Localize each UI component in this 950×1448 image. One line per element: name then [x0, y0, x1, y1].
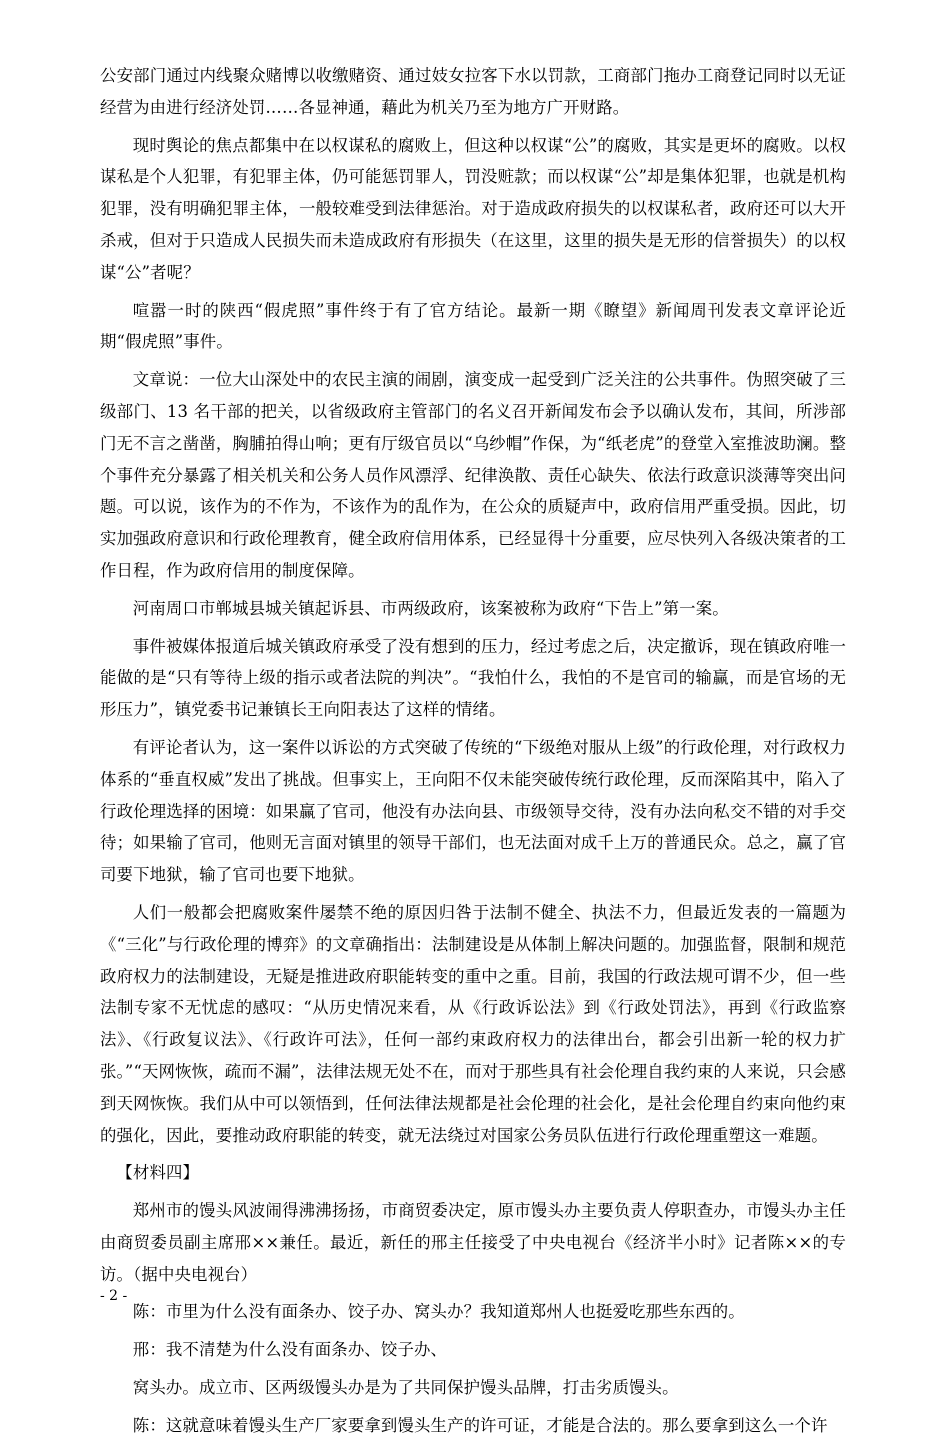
page-number: - 2 - [100, 1288, 128, 1304]
paragraph-4: 文章说：一位大山深处中的农民主演的闹剧，演变成一起受到广泛关注的公共事件。伪照突破了三级部门、13 名干部的把关，以省级政府主管部门的名义召开新闻发布会予以确认发布，其间，所涉部门无不言之凿凿，胸脯拍得山响；更有厅级官员以“乌纱帽”作保，为“纸老虎”的登堂入室推波助澜。整个事件充分暴露了相关机关和公务人员作风漂浮、纪律涣散、责任心缺失、依法行政意识淡薄等突出问题。可以说，该作为的不作为，不该作为的乱作为，在公众的质疑声中，政府信用严重受损。因此，切实加强政府意识和行政伦理教育，健全政府信用体系，已经显得十分重要，应尽快列入各级决策者的工作日程，作为政府信用的制度保障。 [100, 370, 846, 580]
paragraph-7: 有评论者认为，这一案件以诉讼的方式突破了传统的“下级绝对服从上级”的行政伦理，对行政权力体系的“垂直权威”发出了挑战。但事实上，王向阳不仅未能突破传统行政伦理，反而深陷其中，陷入了行政伦理选择的困境：如果赢了官司，他没有办法向县、市级领导交待，没有办法向私交不错的对手交待；如果输了官司，他则无言面对镇里的领导干部们，也无法面对成千上万的普通民众。总之，赢了官司要下地狱，输了官司也要下地狱。 [100, 737, 846, 885]
paragraph-8: 人们一般都会把腐败案件屡禁不绝的原因归咎于法制不健全、执法不力，但最近发表的一篇题为《“三化”与行政伦理的博弈》的文章确指出：法制建设是从体制上解决问题的。加强监督，限制和规范政府权力的法制建设，无疑是推进政府职能转变的重中之重。目前，我国的行政法规可谓不少，但一些法制专家不无忧虑的感叹：“从历史情况来看，从《行政诉讼法》到《行政处罚法》，再到《行政监察法》、《行政复议法》、《行政许可法》，任何一部约束政府权力的法律出台，都会引出新一轮的权力扩张。”“天网恢恢，疏而不漏”，法律法规无处不在，而对于那些具有社会伦理自我约束的人来说，只会感到天网恢恢。我们从中可以领悟到，任何法律法规都是社会伦理的社会化，是社会伦理自约束向他约束的强化，因此，要推动政府职能的转变，就无法绕过对国家公务员队伍进行行政伦理重塑这一难题。 [100, 902, 846, 1145]
section-heading: 【材料四】 [116, 1163, 200, 1183]
paragraph-6: 事件被媒体报道后城关镇政府承受了没有想到的压力，经过考虑之后，决定撤诉，现在镇政府唯一能做的是“只有等待上级的指示或者法院的判决”。“我怕什么，我怕的不是官司的输赢，而是官场的无形压力”，镇党委书记兼镇长王向阳表达了这样的情绪。 [100, 636, 846, 720]
dialogue-line-3: 窝头办。成立市、区两级馒头办是为了共同保护馒头品牌，打击劣质馒头。 [132, 1378, 679, 1398]
dialogue-line-2: 邢：我不清楚为什么没有面条办、饺子办、 [132, 1340, 448, 1360]
paragraph-2: 现时舆论的焦点都集中在以权谋私的腐败上，但这种以权谋“公”的腐败，其实是更坏的腐败。以权谋私是个人犯罪，有犯罪主体，仍可能惩罚罪人，罚没赃款；而以权谋“公”却是集体犯罪，也就是机构犯罪，没有明确犯罪主体，一般较难受到法律惩治。对于造成政府损失的以权谋私者，政府还可以大开杀戒，但对于只造成人民损失而未造成政府有形损失（在这里，这里的损失是无形的信誉损失）的以权谋“公”者呢？ [100, 135, 846, 282]
paragraph-9: 郑州市的馒头风波闹得沸沸扬扬，市商贸委决定，原市馒头办主要负责人停职查办，市馒头办主任由商贸委员副主席邢××兼任。最近，新任的邢主任接受了中央电视台《经济半小时》记者陈××的专访。（据中央电视台） [100, 1201, 846, 1284]
document-body [100, 60, 846, 1448]
dialogue-line-4: 陈：这就意味着馒头生产厂家要拿到馒头生产的许可证，才能是合法的。那么要拿到这么一个许 [132, 1415, 828, 1435]
dialogue-line-1: 陈：市里为什么没有面条办、饺子办、窝头办？我知道郑州人也挺爱吃那些东西的。 [132, 1302, 745, 1322]
paragraph-5: 河南周口市郸城县城关镇起诉县、市两级政府，该案被称为政府“下告上”第一案。 [132, 598, 729, 618]
paragraph-1: 公安部门通过内线聚众赌博以收缴赌资、通过妓女拉客下水以罚款，工商部门拖办工商登记同时以无证经营为由进行经济处罚……各显神通，藉此为机关乃至为地方广开财路。 [100, 66, 846, 117]
paragraph-3: 喧嚣一时的陕西“假虎照”事件终于有了官方结论。最新一期《瞭望》新闻周刊发表文章评论近期“假虎照”事件。 [100, 300, 846, 352]
